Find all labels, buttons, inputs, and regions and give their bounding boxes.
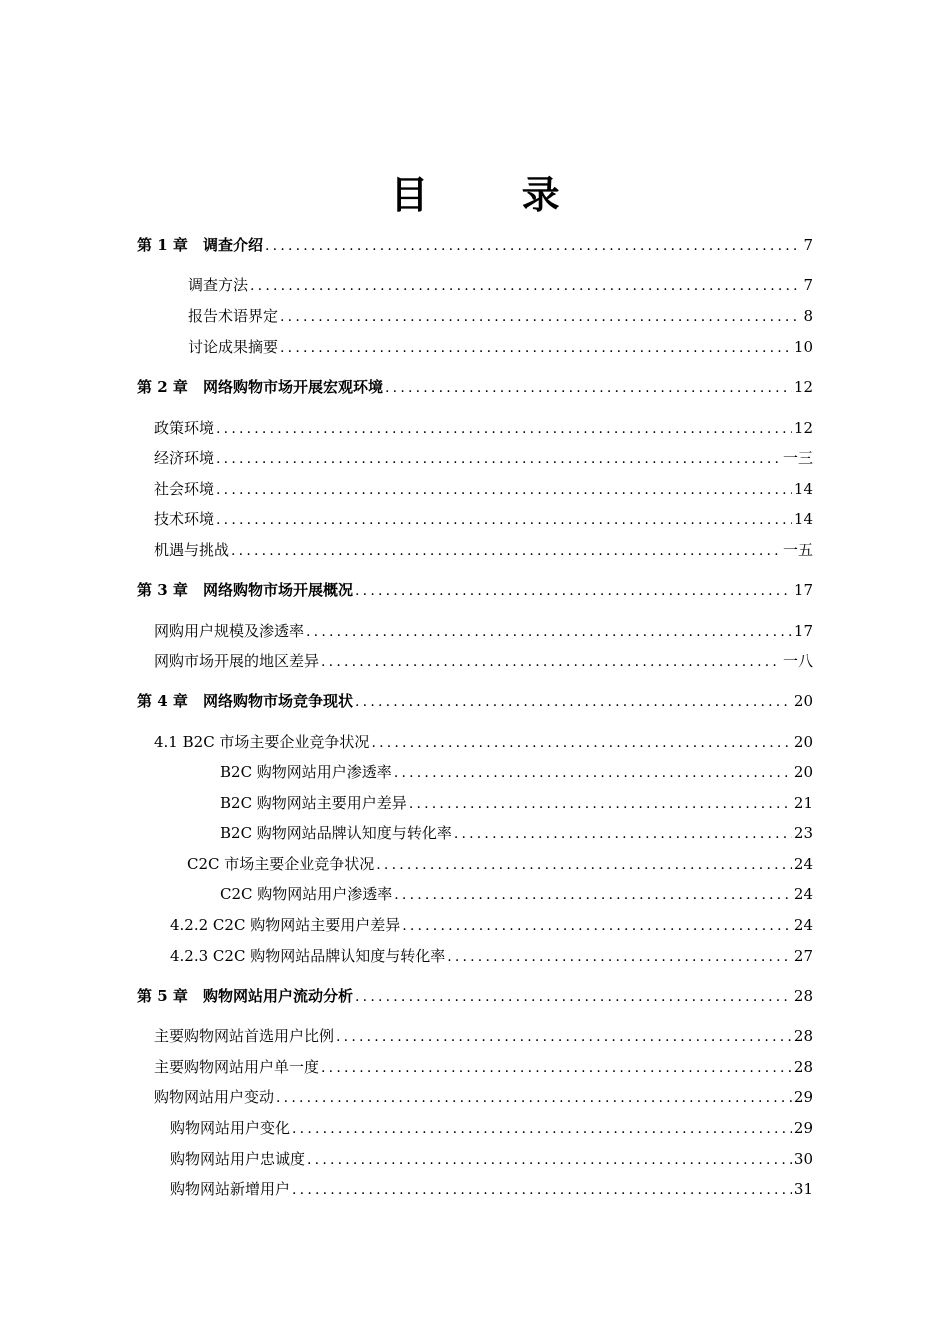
dot-leader — [371, 731, 791, 755]
toc-entry[interactable] — [154, 1085, 813, 1109]
toc-entry[interactable] — [154, 416, 813, 440]
chapter-title: 网络购物市场竞争现状 — [203, 692, 354, 710]
toc-label: 4.2.2 C2C 购物网站主要用户差异 — [170, 916, 401, 934]
dot-leader — [216, 478, 792, 502]
toc-entry[interactable] — [187, 852, 813, 876]
chapter-title: 网络购物市场开展宏观环境 — [203, 378, 384, 396]
toc-label: 网购用户规模及渗透率 — [154, 622, 305, 640]
page-title: 目 录 — [390, 172, 600, 217]
toc-label: 技术环境 — [154, 510, 215, 528]
dot-leader — [394, 761, 792, 785]
chapter-title: 调查介绍 — [203, 236, 264, 254]
chapter-title: 购物网站用户流动分析 — [203, 987, 354, 1005]
page-number: 10 — [793, 338, 813, 356]
page-number: 17 — [793, 622, 813, 640]
toc-label: 调查方法 — [188, 276, 249, 294]
page-number: 28 — [793, 1058, 813, 1076]
page-number: 一五 — [782, 541, 813, 559]
toc-label: 购物网站用户变动 — [154, 1088, 275, 1106]
toc-label — [137, 578, 353, 602]
toc-entry[interactable] — [188, 273, 813, 297]
toc-label: 主要购物网站用户单一度 — [154, 1058, 320, 1076]
toc-label: 讨论成果摘要 — [188, 338, 279, 356]
page-number: 29 — [793, 1088, 813, 1106]
toc-entry[interactable] — [220, 760, 813, 784]
toc-label: 主要购物网站首选用户比例 — [154, 1027, 335, 1045]
toc-label: 机遇与挑战 — [154, 541, 230, 559]
page-number: 30 — [793, 1150, 813, 1168]
toc-label: 政策环境 — [154, 419, 215, 437]
toc-chapter[interactable] — [137, 375, 813, 399]
toc-entry[interactable] — [154, 1055, 813, 1079]
dot-leader — [280, 305, 801, 329]
toc-label — [137, 984, 353, 1008]
toc-label: 报告术语界定 — [188, 307, 279, 325]
dot-leader — [447, 945, 792, 969]
toc-chapter[interactable] — [137, 689, 813, 713]
page-number: 17 — [793, 581, 813, 599]
page-number: 12 — [793, 378, 813, 396]
page-number: 7 — [803, 236, 813, 254]
page-number: 14 — [793, 480, 813, 498]
dot-leader — [321, 1056, 792, 1080]
page-number: 29 — [793, 1119, 813, 1137]
toc-label: B2C 购物网站品牌认知度与转化率 — [220, 824, 452, 842]
page-number: 7 — [803, 276, 813, 294]
toc-entry[interactable] — [188, 304, 813, 328]
dot-leader — [454, 822, 792, 846]
page-number: 14 — [793, 510, 813, 528]
toc-entry[interactable] — [170, 1147, 813, 1171]
toc-label: 4.1 B2C 市场主要企业竞争状况 — [154, 733, 370, 751]
toc-entry[interactable] — [154, 538, 813, 562]
page-number: 20 — [793, 763, 813, 781]
toc-label: 社会环境 — [154, 480, 215, 498]
toc-label: 4.2.3 C2C 购物网站品牌认知度与转化率 — [170, 947, 446, 965]
toc-entry[interactable] — [220, 882, 813, 906]
dot-leader — [292, 1178, 792, 1202]
page-number: 28 — [793, 987, 813, 1005]
dot-leader — [216, 417, 792, 441]
toc-label — [137, 375, 383, 399]
toc-label — [137, 233, 263, 257]
dot-leader — [231, 539, 781, 563]
toc-entry[interactable] — [188, 335, 813, 359]
page-number: 28 — [793, 1027, 813, 1045]
chapter-number: 第 2 章 — [137, 378, 188, 396]
dot-leader — [216, 508, 792, 532]
toc-entry[interactable] — [170, 1116, 813, 1140]
toc-entry[interactable] — [170, 1177, 813, 1201]
toc-entry[interactable] — [154, 1024, 813, 1048]
dot-leader — [265, 234, 801, 258]
page-number: 23 — [793, 824, 813, 842]
dot-leader — [216, 447, 781, 471]
toc-label: 购物网站用户忠诚度 — [170, 1150, 306, 1168]
dot-leader — [306, 620, 792, 644]
toc-label: 购物网站用户变化 — [170, 1119, 291, 1137]
dot-leader — [355, 985, 792, 1009]
dot-leader — [292, 1117, 792, 1141]
dot-leader — [336, 1025, 792, 1049]
toc-chapter[interactable] — [137, 984, 813, 1008]
page-number: 一八 — [782, 652, 813, 670]
toc-label: 网购市场开展的地区差异 — [154, 652, 320, 670]
page-number: 8 — [803, 307, 813, 325]
toc-label: B2C 购物网站主要用户差异 — [220, 794, 407, 812]
page-number: 31 — [793, 1180, 813, 1198]
dot-leader — [385, 376, 792, 400]
toc-entry[interactable] — [170, 944, 813, 968]
toc-label: C2C 购物网站用户渗透率 — [220, 885, 393, 903]
dot-leader — [355, 579, 792, 603]
dot-leader — [321, 650, 781, 674]
dot-leader — [276, 1086, 792, 1110]
toc-entry[interactable] — [154, 619, 813, 643]
dot-leader — [280, 336, 792, 360]
toc-entry[interactable] — [154, 649, 813, 673]
page-number: 24 — [793, 855, 813, 873]
dot-leader — [402, 914, 792, 938]
toc-chapter[interactable] — [137, 233, 813, 257]
chapter-title: 网络购物市场开展概况 — [203, 581, 354, 599]
chapter-number: 第 5 章 — [137, 987, 188, 1005]
page-number: 24 — [793, 885, 813, 903]
chapter-number: 第 1 章 — [137, 236, 188, 254]
page-number: 27 — [793, 947, 813, 965]
toc-entry[interactable] — [220, 821, 813, 845]
toc-entry[interactable] — [154, 477, 813, 501]
chapter-number: 第 4 章 — [137, 692, 188, 710]
toc-entry[interactable] — [154, 730, 813, 754]
chapter-number: 第 3 章 — [137, 581, 188, 599]
page-number: 20 — [793, 733, 813, 751]
toc-entry[interactable] — [220, 791, 813, 815]
toc-label: B2C 购物网站用户渗透率 — [220, 763, 392, 781]
page-number: 21 — [793, 794, 813, 812]
toc-entry[interactable] — [154, 507, 813, 531]
page-number: 12 — [793, 419, 813, 437]
dot-leader — [250, 274, 801, 298]
dot-leader — [376, 853, 792, 877]
toc-label: C2C 市场主要企业竞争状况 — [187, 855, 375, 873]
toc-label: 经济环境 — [154, 449, 215, 467]
page-number: 24 — [793, 916, 813, 934]
dot-leader — [355, 690, 792, 714]
dot-leader — [409, 792, 792, 816]
page-number: 一三 — [782, 449, 813, 467]
dot-leader — [394, 883, 792, 907]
toc-label: 购物网站新增用户 — [170, 1180, 291, 1198]
toc-entry[interactable] — [154, 446, 813, 470]
toc-label — [137, 689, 353, 713]
toc-chapter[interactable] — [137, 578, 813, 602]
page-number: 20 — [793, 692, 813, 710]
dot-leader — [307, 1148, 792, 1172]
toc-entry[interactable] — [170, 913, 813, 937]
